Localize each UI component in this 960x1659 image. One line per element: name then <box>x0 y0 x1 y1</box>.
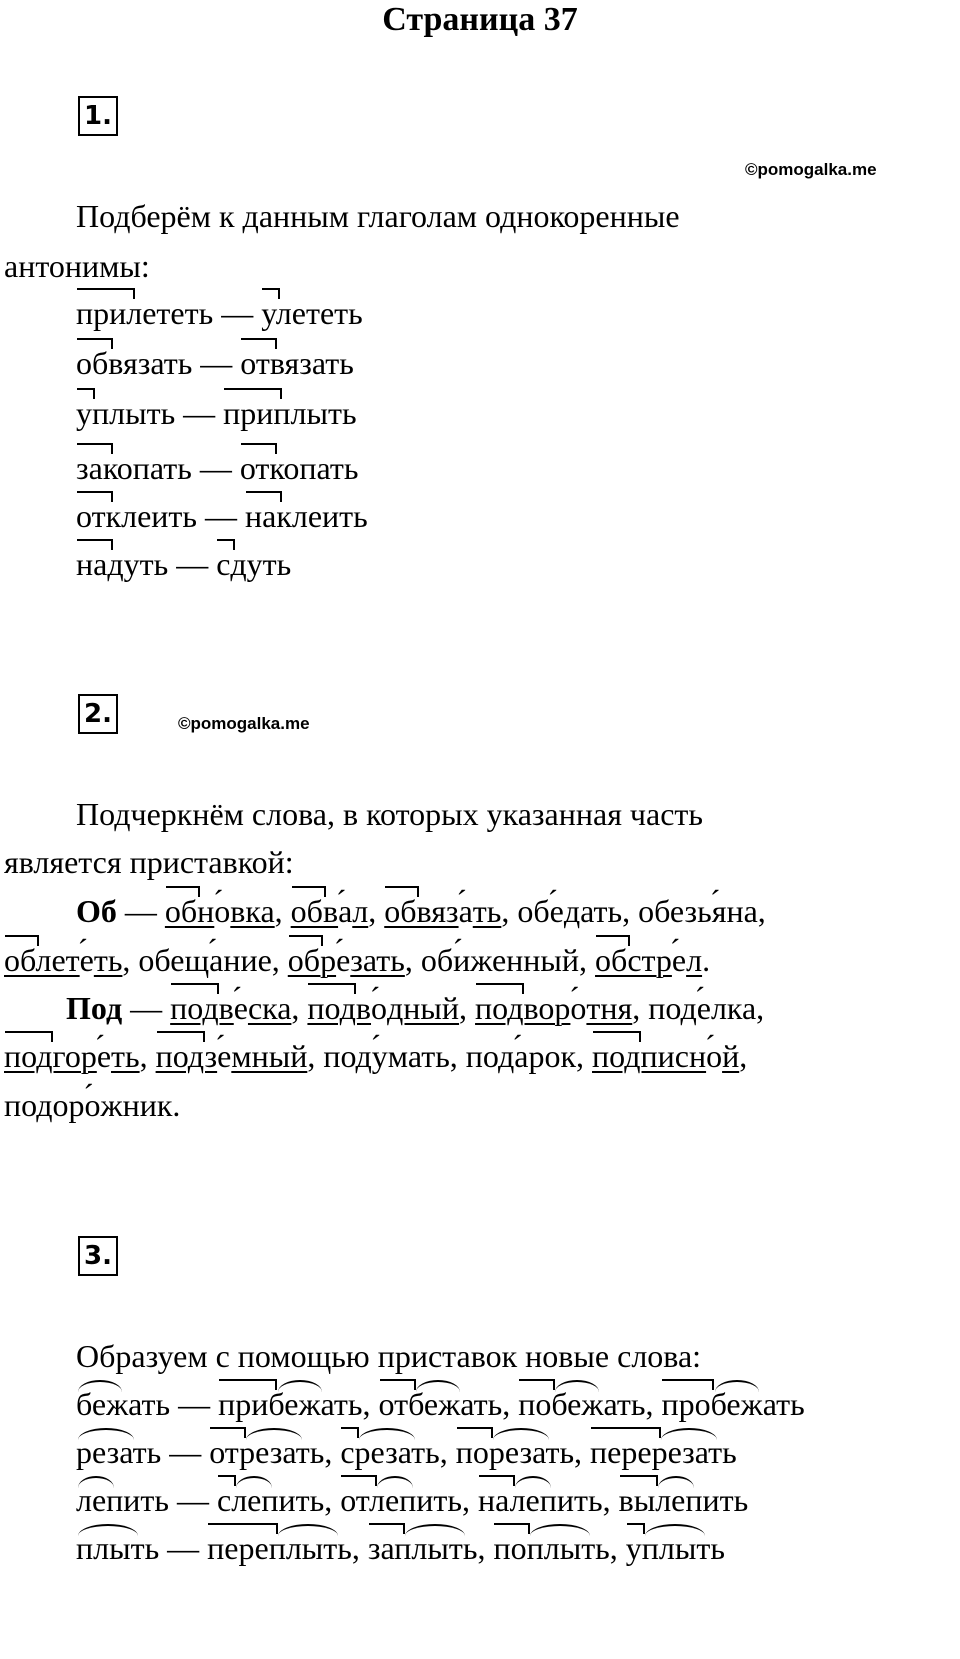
root-mark <box>493 1428 549 1440</box>
prefix-mark <box>241 338 277 349</box>
prefix-mark <box>262 288 280 299</box>
watermark: ©pomogalka.me <box>745 160 877 179</box>
prefix-mark <box>519 1379 555 1390</box>
prefix-mark <box>292 886 326 897</box>
exercise-2-intro-line1: Подчеркнём слова, в которых указанная часть <box>76 796 703 832</box>
word-formation-row: плыть — переплыть , заплыть , поплыть , уплыть <box>76 1528 725 1568</box>
pod-line-1: Под — подве ́ска , подво ́дный , подворо ́тня , поде ́лка, <box>66 988 764 1028</box>
prefix-mark <box>210 1427 246 1438</box>
root-mark <box>278 1524 338 1536</box>
prefix-mark <box>77 288 135 299</box>
prefix-mark <box>77 388 95 399</box>
root-mark <box>555 1380 599 1392</box>
root-mark <box>359 1428 415 1440</box>
prefix-mark <box>218 1475 236 1486</box>
ob-line-2: облете ́ть , обеща ́ние, обре ́зать , оби ́женный, обстре ́л . <box>4 940 710 980</box>
ob-label: Об <box>76 893 117 929</box>
antonym-pair: закопать — откопать <box>76 448 358 488</box>
prefix-mark <box>289 935 323 946</box>
root-mark <box>416 1380 460 1392</box>
exercise-1-intro-line1: Подберём к данным глаголам однокоренные <box>76 198 680 234</box>
exercise-3-number: 3. <box>78 1236 118 1276</box>
ob-line-1: Об — обно ́вка , обва ́л , обвяза ́ть , обе ́дать, обезья ́на, <box>76 891 766 931</box>
root-mark <box>715 1380 759 1392</box>
prefix-mark <box>241 443 277 454</box>
prefix-mark <box>246 491 282 502</box>
antonym-pair: уплыть — приплыть <box>76 393 357 433</box>
prefix-mark <box>494 1523 530 1534</box>
root-mark <box>246 1428 302 1440</box>
root-mark <box>78 1380 122 1392</box>
pod-line-2: подгоре ́ть , подзе ́мный , поду ́мать, пода ́рок, подписно ́й , <box>4 1036 747 1076</box>
prefix-mark <box>591 1427 661 1438</box>
prefix-mark <box>77 491 113 502</box>
exercise-1-intro-line2: антонимы: <box>4 248 150 284</box>
prefix-mark <box>77 539 113 550</box>
prefix-mark <box>662 1379 714 1390</box>
prefix-mark <box>157 1031 205 1042</box>
prefix-mark <box>479 1475 515 1486</box>
word-formation-row: бежать — прибежать , отбежать , побежать , пробежать <box>76 1384 805 1424</box>
root-mark <box>530 1524 590 1536</box>
pod-label: Под <box>66 990 123 1026</box>
prefix-mark <box>457 1427 493 1438</box>
antonym-pair: прилететь — улететь <box>76 293 363 333</box>
antonym-pair: обвязать — отвязать <box>76 343 354 383</box>
prefix-mark <box>385 886 419 897</box>
prefix-mark <box>627 1523 645 1534</box>
prefix-mark <box>217 539 235 550</box>
watermark: ©pomogalka.me <box>178 714 310 733</box>
prefix-mark <box>341 1475 377 1486</box>
antonym-pair: надуть — сдуть <box>76 544 291 584</box>
root-mark <box>236 1476 272 1488</box>
root-mark <box>658 1476 694 1488</box>
exercise-3-intro: Образуем с помощью приставок новые слова: <box>76 1338 702 1374</box>
root-mark <box>78 1476 114 1488</box>
pod-line-3: подоро ́жник. <box>4 1085 180 1125</box>
prefix-mark <box>77 443 113 454</box>
prefix-mark <box>171 983 219 994</box>
exercise-2-intro-line2: является приставкой: <box>4 844 294 880</box>
prefix-mark <box>620 1475 658 1486</box>
prefix-mark <box>308 983 356 994</box>
prefix-mark <box>380 1379 416 1390</box>
prefix-mark <box>476 983 524 994</box>
root-mark <box>278 1380 322 1392</box>
exercise-2-number: 2. <box>78 694 118 734</box>
prefix-mark <box>5 935 39 946</box>
prefix-mark <box>166 886 200 897</box>
prefix-mark <box>208 1523 278 1534</box>
word-formation-row: резать — отрезать , срезать , порезать , перерезать <box>76 1432 737 1472</box>
antonym-pair: отклеить — наклеить <box>76 496 368 536</box>
prefix-mark <box>224 388 282 399</box>
root-mark <box>405 1524 465 1536</box>
prefix-mark <box>596 935 630 946</box>
prefix-mark <box>341 1427 359 1438</box>
root-mark <box>645 1524 705 1536</box>
prefix-mark <box>369 1523 405 1534</box>
prefix-mark <box>219 1379 277 1390</box>
page-title: Страница 37 <box>382 1 578 38</box>
root-mark <box>78 1524 138 1536</box>
exercise-1-number: 1. <box>78 96 118 136</box>
word-formation-row: лепить — слепить , отлепить , налепить , вылепить <box>76 1480 748 1520</box>
prefix-mark <box>593 1031 641 1042</box>
prefix-mark <box>77 338 113 349</box>
root-mark <box>661 1428 717 1440</box>
root-mark <box>78 1428 134 1440</box>
root-mark <box>515 1476 551 1488</box>
root-mark <box>377 1476 413 1488</box>
prefix-mark <box>5 1031 53 1042</box>
